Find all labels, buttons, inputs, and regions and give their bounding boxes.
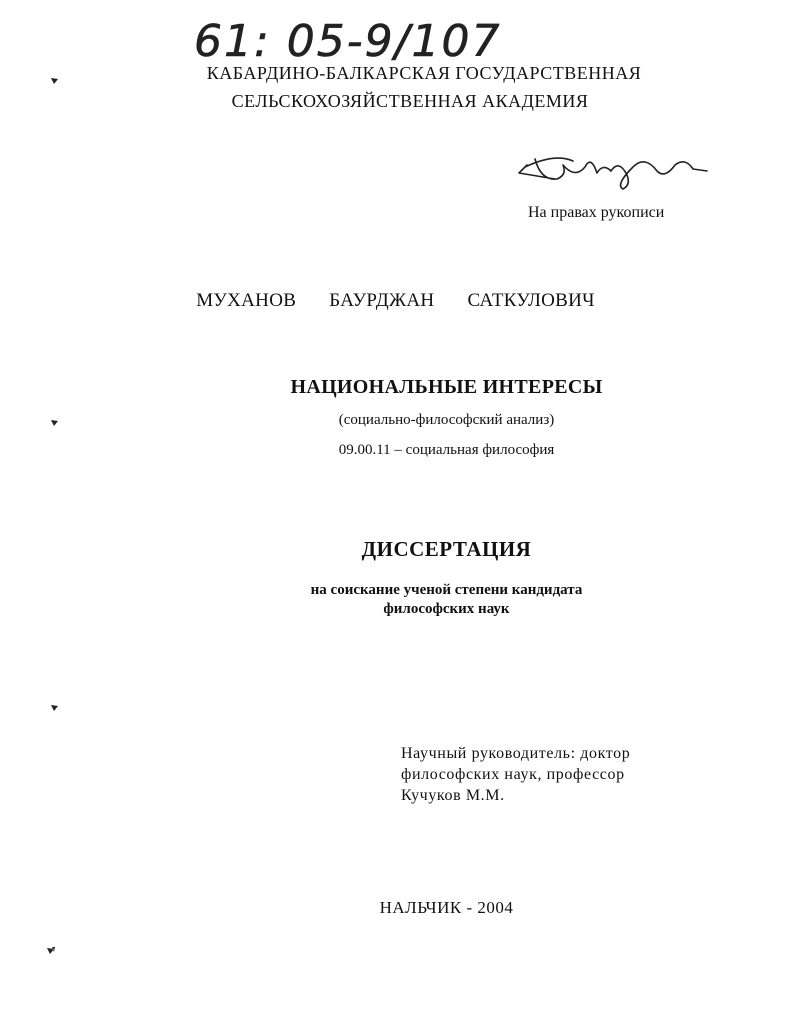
institution-line-1: КАБАРДИНО-БАЛКАРСКАЯ ГОСУДАРСТВЕННАЯ bbox=[206, 63, 642, 83]
thesis-title: НАЦИОНАЛЬНЫЕ ИНТЕРЕСЫ bbox=[290, 376, 603, 398]
document-type: ДИССЕРТАЦИЯ bbox=[361, 537, 532, 561]
place-year: НАЛЬЧИК - 2004 bbox=[379, 898, 514, 917]
scan-mark-icon bbox=[46, 946, 56, 956]
supervisor-line-2: философских наук, профессор bbox=[401, 766, 625, 783]
author-surname: МУХАНОВ bbox=[196, 290, 297, 311]
institution-line-2: СЕЛЬСКОХОЗЯЙСТВЕННАЯ АКАДЕМИЯ bbox=[231, 91, 589, 111]
scan-mark-icon bbox=[50, 418, 60, 428]
handwritten-archive-code bbox=[190, 10, 550, 68]
handwritten-code-text: 61: 05-9/107 bbox=[194, 16, 502, 67]
scan-mark-icon bbox=[50, 76, 60, 86]
thesis-subtitle: (социально-философский анализ) bbox=[338, 412, 555, 428]
author-patronymic: САТКУЛОВИЧ bbox=[467, 290, 595, 311]
supervisor-line-3: Кучуков М.М. bbox=[401, 787, 505, 804]
thesis-specialty: 09.00.11 – социальная философия bbox=[338, 442, 555, 458]
supervisor-line-1: Научный руководитель: доктор bbox=[401, 745, 631, 762]
degree-line-2: философских наук bbox=[383, 601, 510, 617]
signature bbox=[515, 145, 715, 195]
manuscript-note: На правах рукописи bbox=[528, 204, 665, 221]
degree-line-1: на соискание ученой степени кандидата bbox=[310, 582, 583, 598]
author-name bbox=[0, 290, 791, 312]
scan-mark-icon bbox=[50, 703, 60, 713]
author-first-name: БАУРДЖАН bbox=[329, 290, 435, 311]
